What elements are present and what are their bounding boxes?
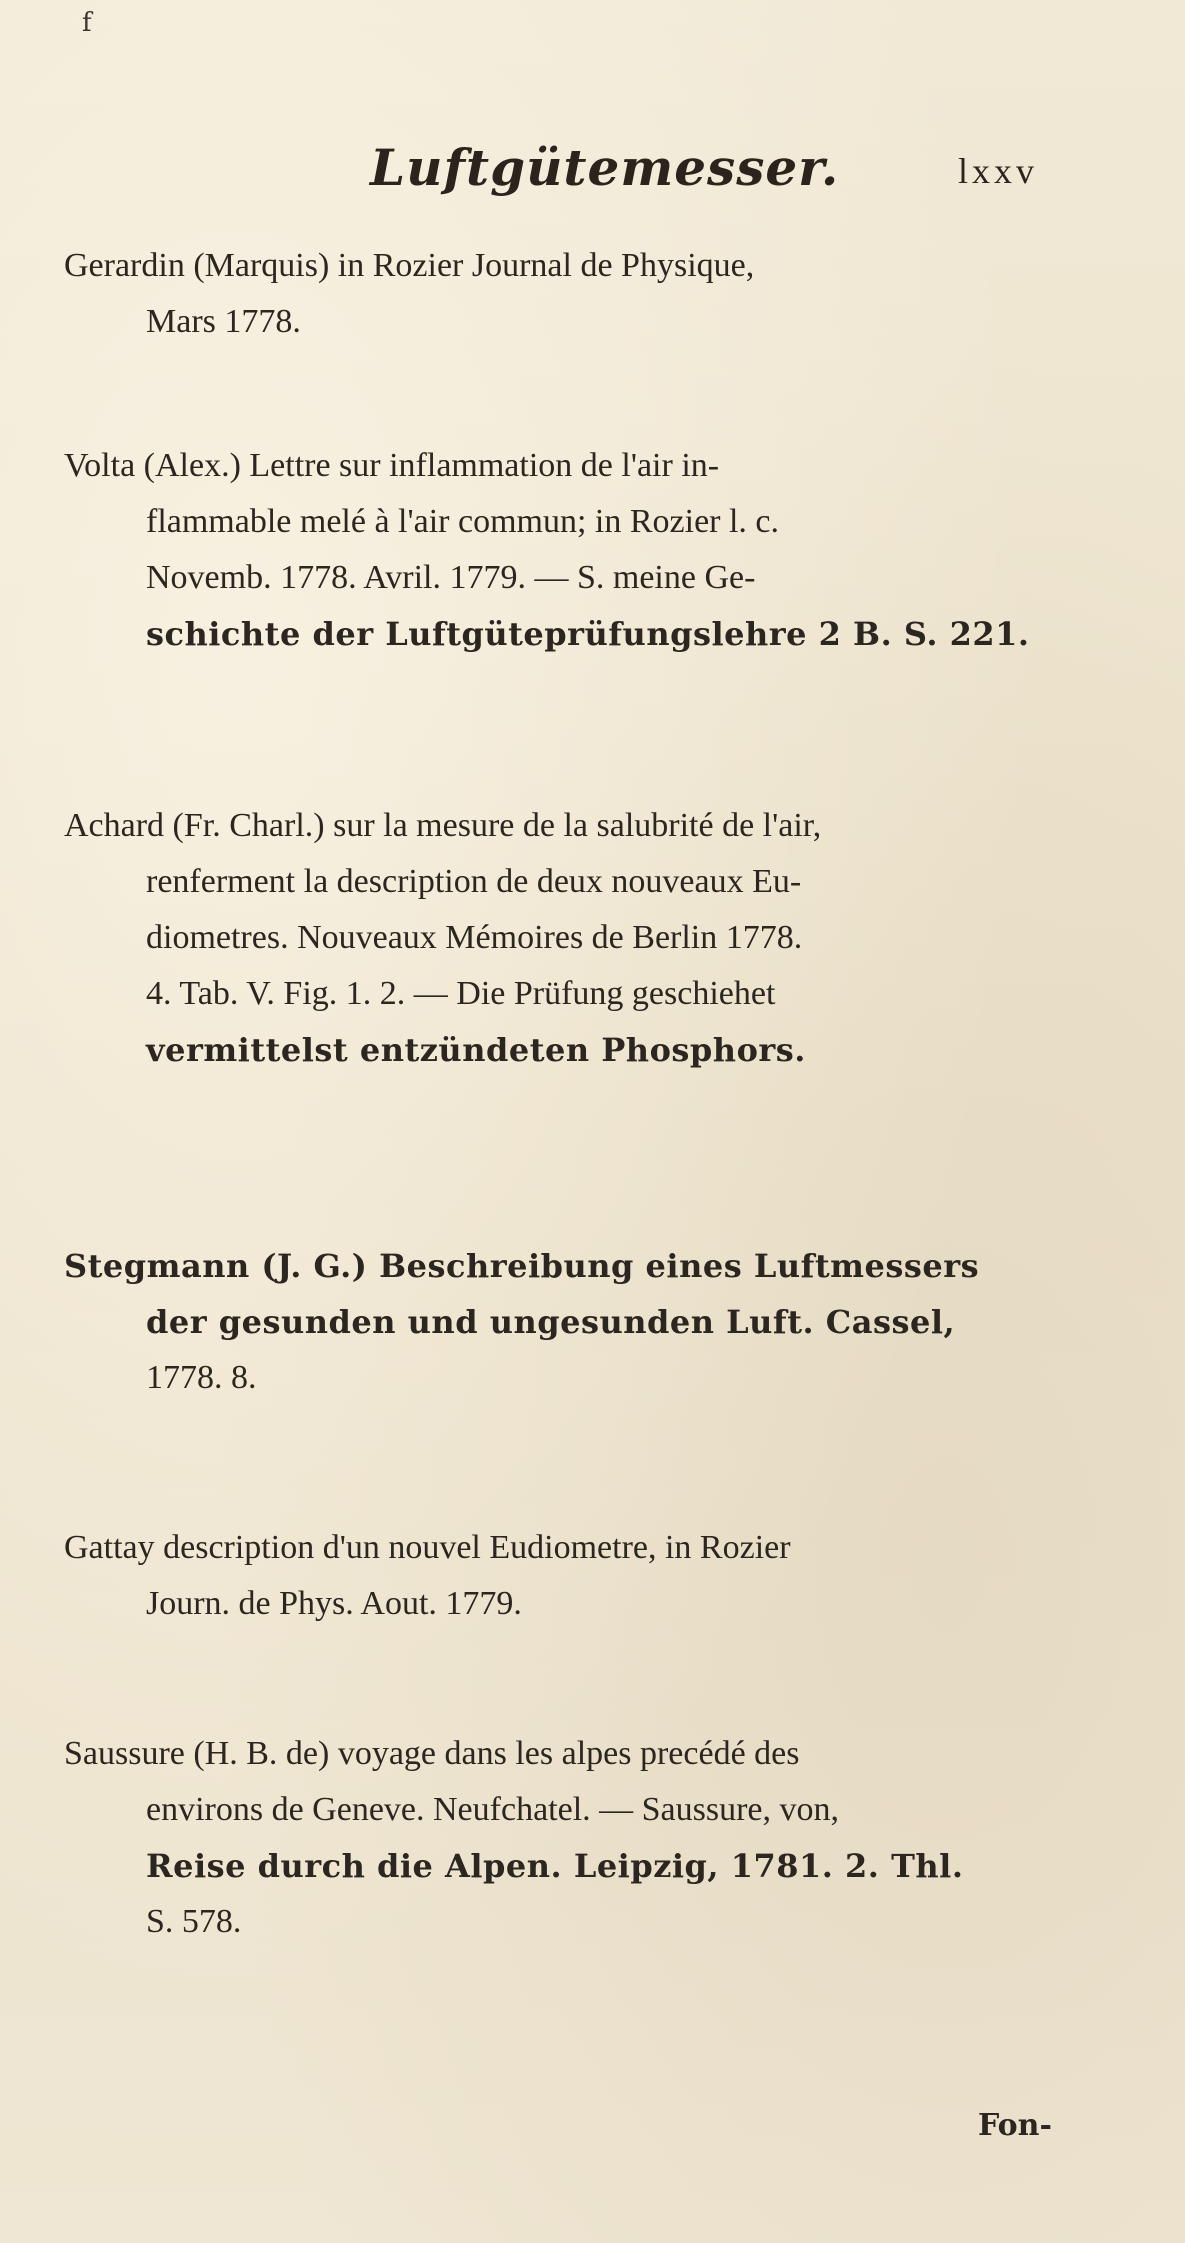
entry-line: Achard (Fr. Charl.) sur la mesure de la salubrité de l'air, bbox=[64, 807, 822, 844]
entry-line: environs de Geneve. Neufchatel. — Saussure, von, bbox=[146, 1791, 840, 1828]
corner-mark: f bbox=[82, 8, 92, 38]
entry-line: S. 578. bbox=[146, 1903, 242, 1940]
entry-line: schichte der Luftgüteprüfungslehre 2 B. S. 221. bbox=[146, 615, 1030, 653]
entry-line: renferment la description de deux nouveaux Eu- bbox=[146, 863, 802, 900]
entry-line: 4. Tab. V. Fig. 1. 2. — Die Prüfung geschiehet bbox=[146, 975, 776, 1012]
bibliography-entry-stegmann bbox=[64, 1238, 1124, 1406]
entry-line: Stegmann (J. G.) Beschreibung eines Luftmessers bbox=[64, 1247, 980, 1285]
entry-line: Journ. de Phys. Aout. 1779. bbox=[146, 1585, 522, 1622]
catchword: Fon- bbox=[978, 2108, 1052, 2143]
entry-line: Mars 1778. bbox=[146, 303, 301, 340]
entry-line: vermittelst entzündeten Phosphors. bbox=[146, 1031, 806, 1069]
bibliography-entry-achard bbox=[64, 798, 1124, 1078]
bibliography-entry-volta bbox=[64, 438, 1124, 662]
entry-line: der gesunden und ungesunden Luft. Cassel, bbox=[146, 1303, 956, 1341]
bibliography-entry-gerardin bbox=[64, 238, 1124, 350]
page-number: lxxv bbox=[958, 151, 1039, 191]
entry-line: diometres. Nouveaux Mémoires de Berlin 1778. bbox=[146, 919, 803, 956]
entry-line: 1778. 8. bbox=[146, 1359, 257, 1396]
entry-line: Novemb. 1778. Avril. 1779. — S. meine Ge- bbox=[146, 559, 756, 596]
bibliography-entry-saussure bbox=[64, 1726, 1124, 1950]
bibliography-entry-gattay bbox=[64, 1520, 1124, 1632]
entry-line: Gerardin (Marquis) in Rozier Journal de Physique, bbox=[64, 247, 755, 284]
entry-line: Gattay description d'un nouvel Eudiometre, in Rozier bbox=[64, 1529, 791, 1566]
entry-line: Saussure (H. B. de) voyage dans les alpes precédé des bbox=[64, 1735, 800, 1772]
entry-line: Volta (Alex.) Lettre sur inflammation de l'air in- bbox=[64, 447, 720, 484]
entry-line: Reise durch die Alpen. Leipzig, 1781. 2. Thl. bbox=[146, 1847, 964, 1885]
entry-line: flammable melé à l'air commun; in Rozier l. c. bbox=[146, 503, 780, 540]
running-head: Luftgütemesser. bbox=[370, 138, 840, 197]
